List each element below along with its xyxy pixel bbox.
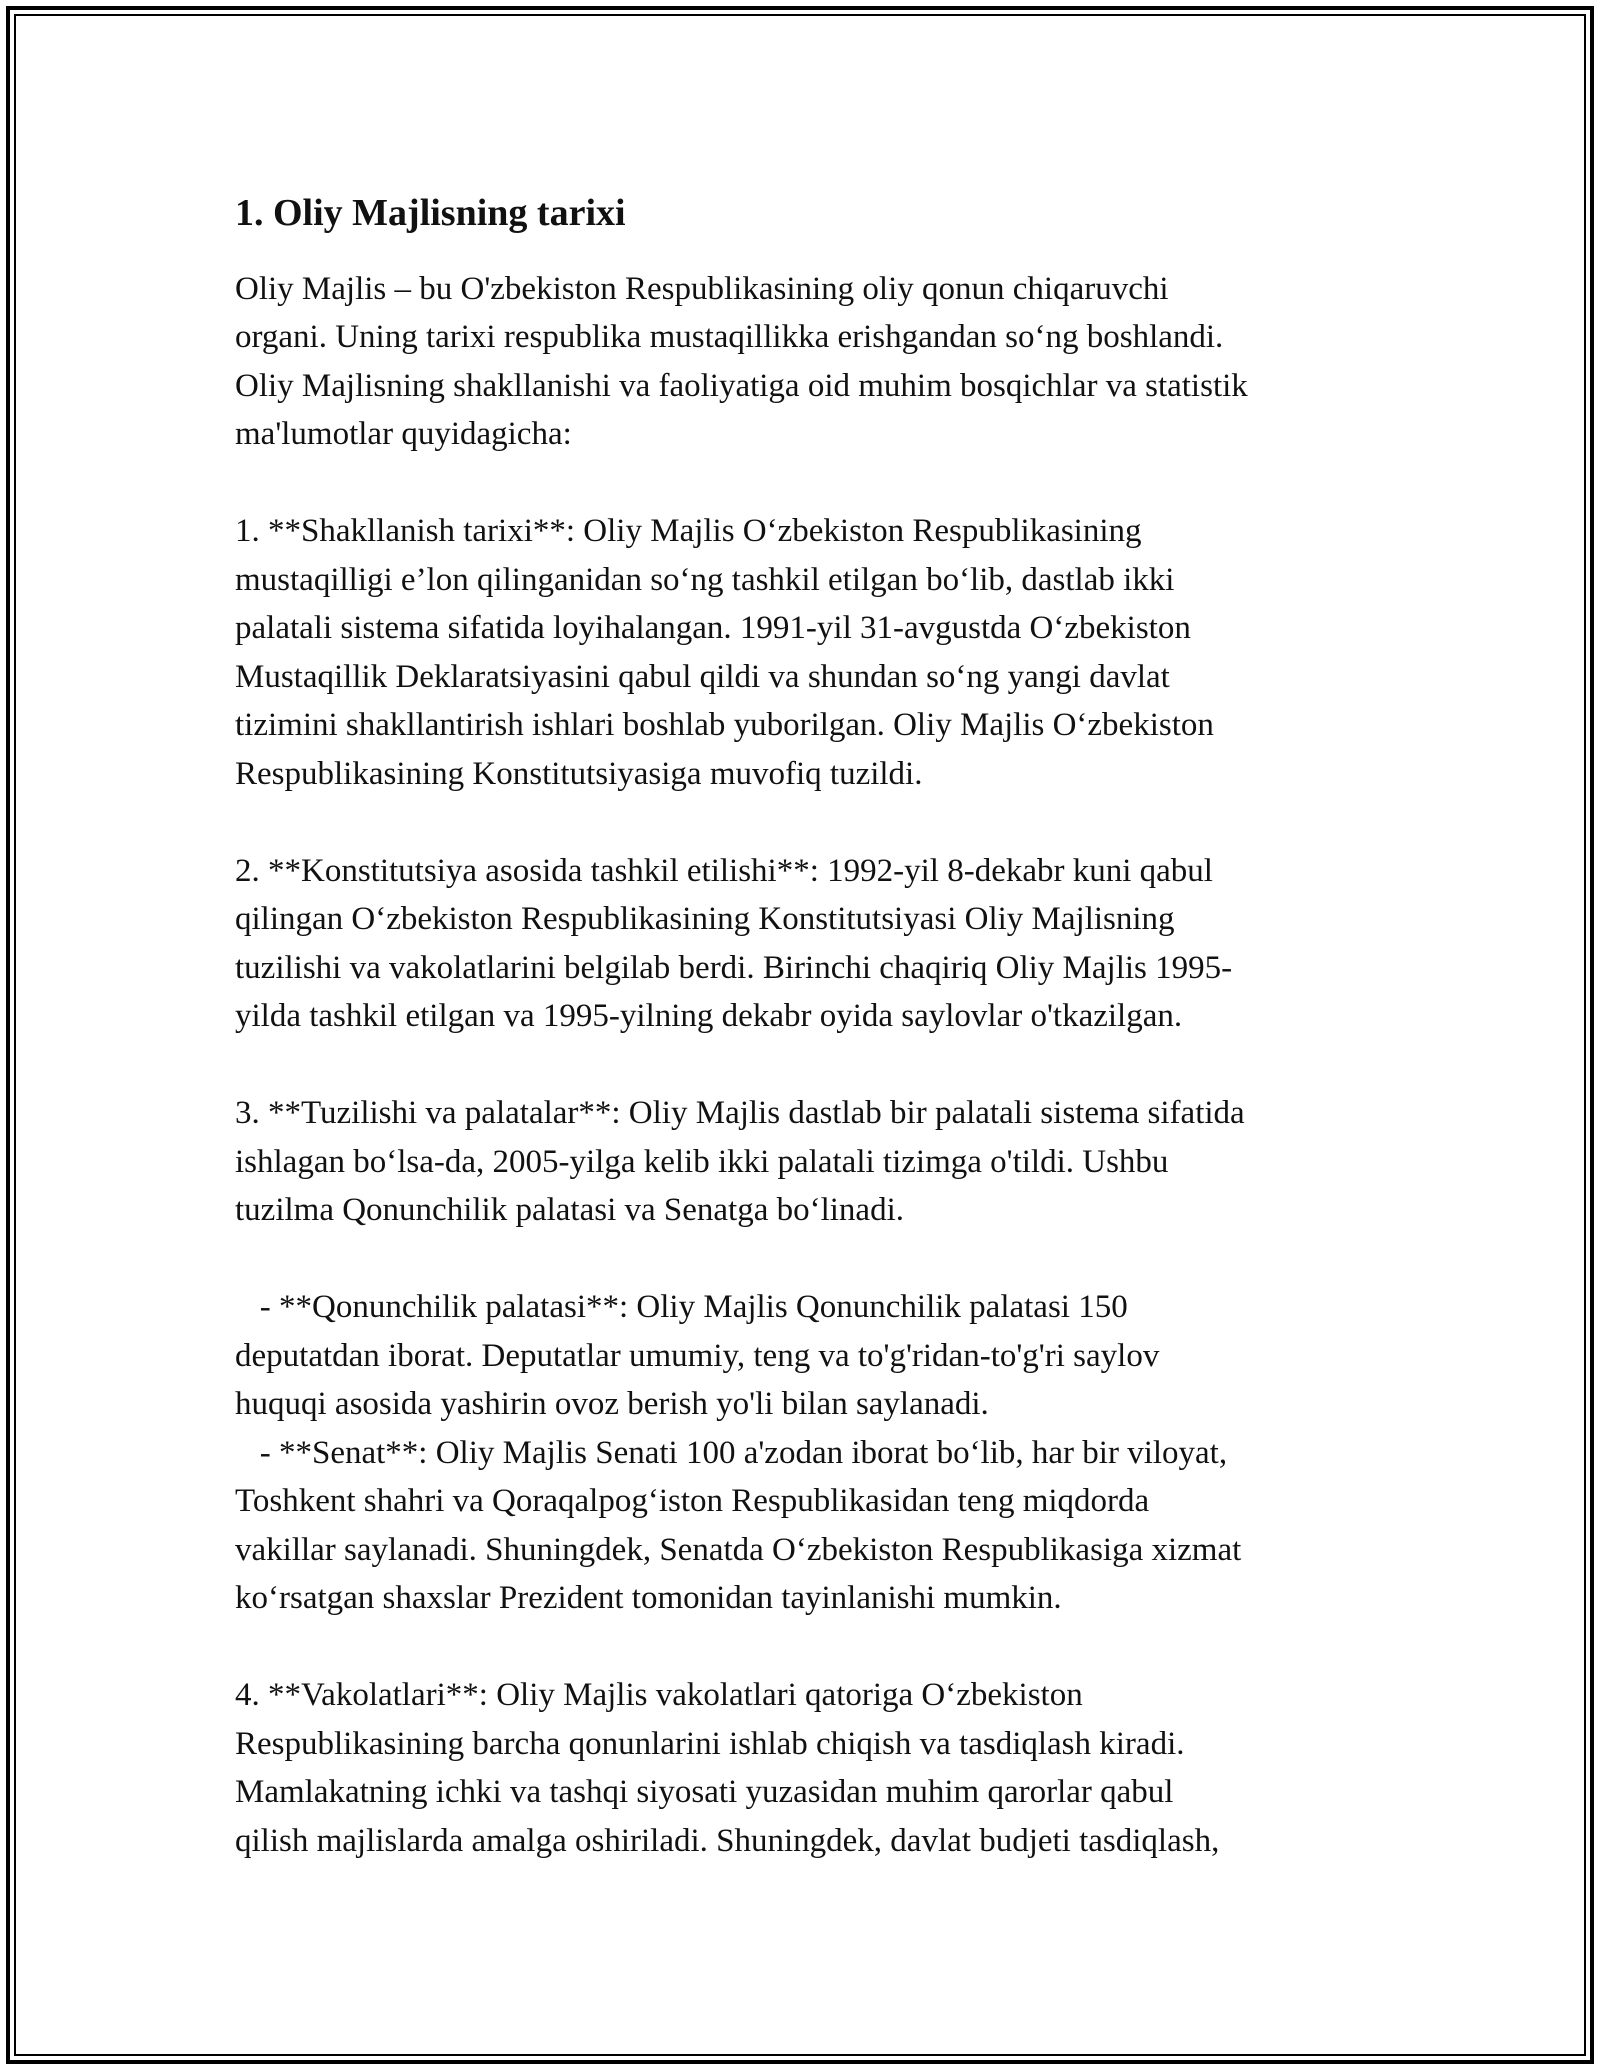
paragraph-gap (235, 1235, 1370, 1284)
text-line: - **Qonunchilik palatasi**: Oliy Majlis Qonunchilik palatasi 150 (235, 1289, 1128, 1326)
text-line: Oliy Majlisning shakllanishi va faoliyatiga oid muhim bosqichlar va statistik (235, 367, 1248, 404)
text-line: ishlagan bo‘lsa-da, 2005-yilga kelib ikki palatali tizimga o'tildi. Ushbu (235, 1143, 1169, 1180)
text-line: Oliy Majlis – bu O'zbekiston Respublikasining oliy qonun chiqaruvchi (235, 270, 1169, 307)
paragraph-gap (235, 798, 1370, 847)
text-line: - **Senat**: Oliy Majlis Senati 100 a'zodan iborat bo‘lib, har bir viloyat, (235, 1434, 1228, 1471)
text-line: Mamlakatning ichki va tashqi siyosati yuzasidan muhim qarorlar qabul (235, 1774, 1174, 1811)
text-line: tuzilishi va vakolatlarini belgilab berdi. Birinchi chaqiriq Oliy Majlis 1995- (235, 949, 1233, 986)
text-line: ko‘rsatgan shaxslar Prezident tomonidan tayinlanishi mumkin. (235, 1580, 1062, 1617)
text-line: palatali sistema sifatida loyihalangan. 1991-yil 31-avgustda O‘zbekiston (235, 610, 1191, 647)
text-line: Respublikasining barcha qonunlarini ishlab chiqish va tasdiqlash kiradi. (235, 1725, 1185, 1762)
text-line: 4. **Vakolatlari**: Oliy Majlis vakolatlari qatoriga O‘zbekiston (235, 1677, 1083, 1714)
text-line: huquqi asosida yashirin ovoz berish yo'li bilan saylanadi. (235, 1386, 989, 1423)
text-line: Respublikasining Konstitutsiyasiga muvofiq tuzildi. (235, 755, 923, 792)
text-line: tuzilma Qonunchilik palatasi va Senatga bo‘linadi. (235, 1192, 904, 1229)
text-line: vakillar saylanadi. Shuningdek, Senatda O‘zbekiston Respublikasiga xizmat (235, 1531, 1242, 1568)
text-line: mustaqilligi e’lon qilinganidan so‘ng tashkil etilgan bo‘lib, dastlab ikki (235, 561, 1175, 598)
text-line: organi. Uning tarixi respublika mustaqillikka erishgandan so‘ng boshlandi. (235, 319, 1224, 356)
text-line: deputatdan iborat. Deputatlar umumiy, teng va to'g'ridan-to'g'ri saylov (235, 1337, 1160, 1374)
text-line: 2. **Konstitutsiya asosida tashkil etilishi**: 1992-yil 8-dekabr kuni qabul (235, 852, 1213, 889)
document-body (235, 265, 1370, 1866)
document-page (235, 185, 1370, 1865)
text-line: ma'lumotlar quyidagicha: (235, 416, 572, 453)
text-line: 3. **Tuzilishi va palatalar**: Oliy Majlis dastlab bir palatali sistema sifatida (235, 1095, 1245, 1132)
text-line: qilish majlislarda amalga oshiriladi. Shuningdek, davlat budjeti tasdiqlash, (235, 1822, 1220, 1859)
paragraph-gap (235, 459, 1370, 508)
text-line: yilda tashkil etilgan va 1995-yilning dekabr oyida saylovlar o'tkazilgan. (235, 998, 1183, 1035)
paragraph-gap (235, 1041, 1370, 1090)
paragraph-gap (235, 1623, 1370, 1672)
text-line: 1. **Shakllanish tarixi**: Oliy Majlis O‘zbekiston Respublikasining (235, 513, 1142, 550)
text-line: qilingan O‘zbekiston Respublikasining Konstitutsiyasi Oliy Majlisning (235, 901, 1175, 938)
section-heading: 1. Oliy Majlisning tarixi (235, 192, 626, 234)
text-line: Mustaqillik Deklaratsiyasini qabul qildi va shundan so‘ng yangi davlat (235, 658, 1170, 695)
text-line: Toshkent shahri va Qoraqalpog‘iston Respublikasidan teng miqdorda (235, 1483, 1150, 1520)
text-line: tizimini shakllantirish ishlari boshlab yuborilgan. Oliy Majlis O‘zbekiston (235, 707, 1214, 744)
